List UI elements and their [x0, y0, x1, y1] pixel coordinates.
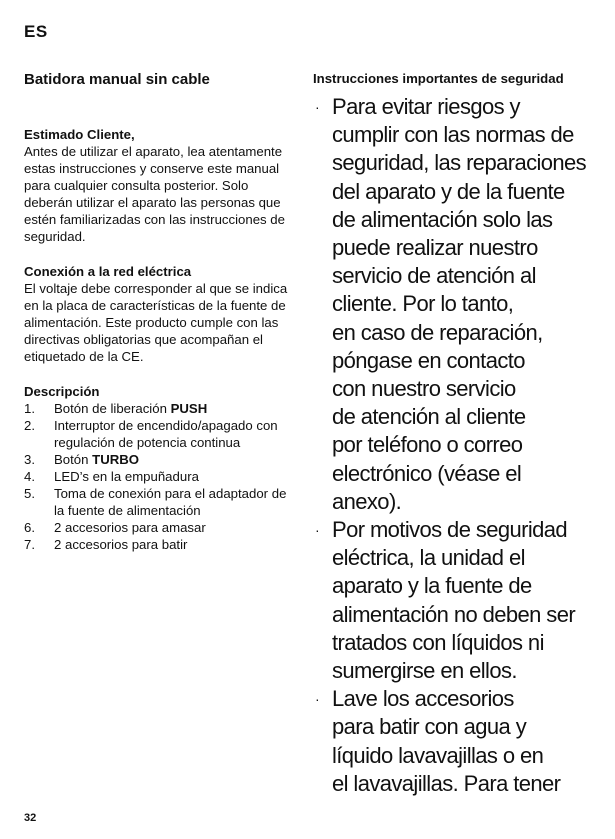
customer-section	[24, 126, 292, 245]
item-number: 2.	[24, 418, 35, 433]
left-column	[24, 70, 292, 553]
connection-text: El voltaje debe corresponder al que se indica en la placa de características de la fuente de alimentación. Este producto cumple con las directivas obligatorias que acompañan el etiquetado de la CE.	[24, 281, 288, 364]
list-item	[24, 536, 292, 553]
item-text: LED’s en la empuñadura	[54, 469, 199, 484]
item-text: Toma de conexión para el adaptador de la fuente de alimentación	[54, 486, 287, 518]
item-text: 2 accesorios para batir	[54, 537, 188, 552]
safety-text: Por motivos de seguridad eléctrica, la unidad el aparato y la fuente de alimentación no deben ser tratados con líquidos ni sumergirse en ellos.	[332, 517, 576, 684]
list-item	[24, 485, 292, 519]
customer-text: Antes de utilizar el aparato, lea atentamente estas instrucciones y conserve este manual para cualquier consulta posterior. Solo deberán utilizar el aparato las personas que estén familiarizadas con las instrucciones de seguridad.	[24, 144, 285, 244]
language-code: ES	[24, 22, 48, 41]
bullet-icon: ·	[315, 691, 320, 708]
button-name: TURBO	[92, 452, 140, 467]
item-number: 7.	[24, 537, 35, 552]
item-number: 3.	[24, 452, 35, 467]
page-number: 32	[24, 812, 37, 824]
connection-heading: Conexión a la red eléctrica	[24, 264, 192, 279]
safety-text: Lave los accesorios para batir con agua y líquido lavavajillas o en el lavavajillas. Para tener	[332, 686, 561, 796]
item-text: 2 accesorios para amasar	[54, 520, 206, 535]
bullet-icon: ·	[315, 522, 320, 539]
item-number: 1.	[24, 401, 35, 416]
list-item	[24, 400, 292, 417]
safety-list	[313, 93, 603, 798]
description-heading: Descripción	[24, 384, 100, 399]
description-list	[24, 400, 292, 553]
item-number: 5.	[24, 486, 35, 501]
list-item	[313, 93, 603, 516]
item-text: Botón de liberación PUSH	[54, 401, 208, 416]
bullet-icon: ·	[315, 99, 320, 115]
list-item	[313, 516, 603, 685]
list-item	[24, 468, 292, 485]
safety-heading: Instrucciones importantes de seguridad	[313, 71, 564, 86]
list-item	[24, 417, 292, 451]
connection-section	[24, 263, 292, 365]
item-number: 4.	[24, 469, 35, 484]
list-item	[313, 685, 603, 798]
item-number: 6.	[24, 520, 35, 535]
right-column	[313, 70, 603, 798]
button-name: PUSH	[170, 401, 208, 416]
customer-heading: Estimado Cliente,	[24, 127, 135, 142]
description-section	[24, 383, 292, 553]
document-title: Batidora manual sin cable	[24, 71, 210, 88]
safety-text: Para evitar riesgos y cumplir con las normas de seguridad, las reparaciones del aparato y de la fuente de alimentación solo las puede realizar nuestro servicio de atención al cliente. Por lo tanto, en caso de reparación, póngase en contacto con nuestro servicio de atención al cliente por teléfono o correo electrónico (véase el anexo).	[332, 94, 587, 514]
item-text: Botón TURBO	[54, 452, 140, 467]
list-item	[24, 519, 292, 536]
list-item	[24, 451, 292, 468]
item-text: Interruptor de encendido/apagado con regulación de potencia continua	[54, 418, 278, 450]
